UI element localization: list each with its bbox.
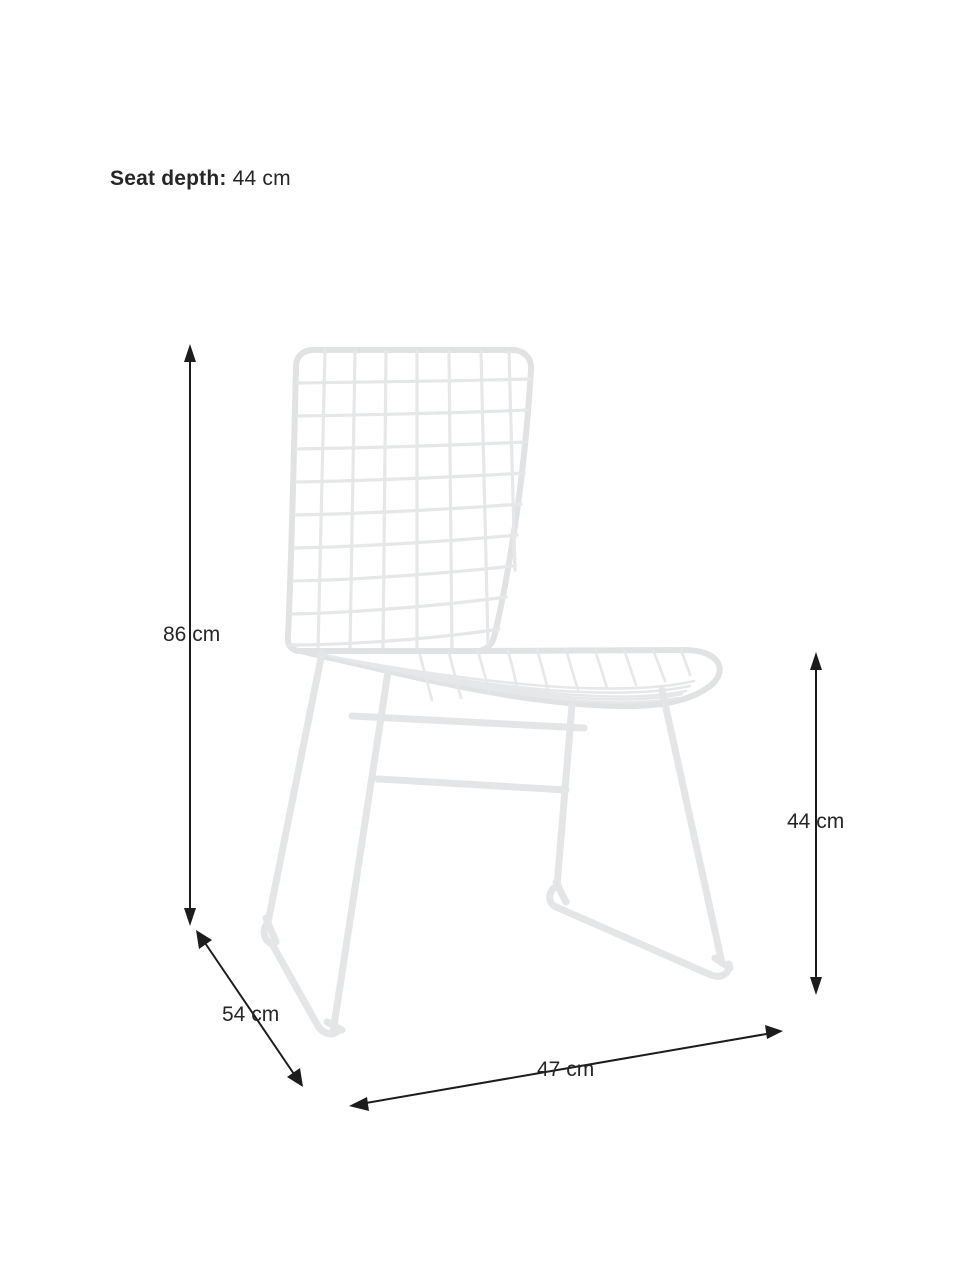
depth-label: 54 cm (222, 1003, 280, 1026)
seat-height-label: 44 cm (787, 810, 845, 833)
height-label: 86 cm (163, 623, 221, 646)
seat-depth-note-value: 44 cm (232, 167, 291, 190)
width-label: 47 cm (537, 1058, 595, 1081)
seat-depth-note-label: Seat depth: (110, 167, 227, 190)
seat-depth-note (110, 167, 291, 191)
